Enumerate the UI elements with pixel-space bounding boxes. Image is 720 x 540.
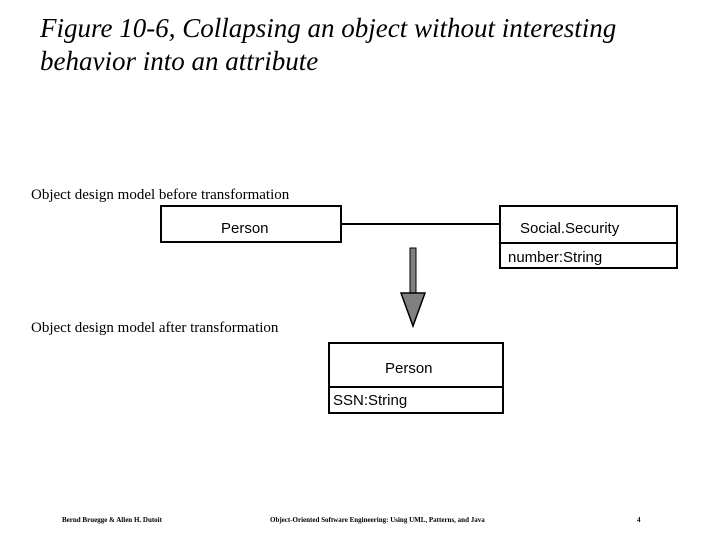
- transformation-arrow-icon: [398, 246, 432, 330]
- person-attribute-ssn: SSN:String: [333, 392, 408, 409]
- after-caption: Object design model after transformation: [31, 320, 279, 336]
- footer-page-number: 4: [637, 516, 641, 524]
- footer-authors: Bernd Bruegge & Allen H. Dutoit: [62, 516, 162, 524]
- person-class-label-after: Person: [385, 360, 433, 377]
- social-security-class-label: Social.Security: [520, 220, 620, 237]
- slide-title: Figure 10-6, Collapsing an object without interesting behavior into an attribute: [40, 13, 617, 76]
- association-line: [341, 223, 500, 225]
- person-class-label-before: Person: [221, 220, 269, 237]
- social-security-attribute: number:String: [508, 249, 603, 266]
- before-caption: Object design model before transformation: [31, 187, 290, 203]
- person-after-divider: [328, 386, 504, 388]
- social-security-divider: [499, 242, 678, 244]
- footer-book-title: Object-Oriented Software Engineering: Using UML, Patterns, and Java: [270, 516, 485, 524]
